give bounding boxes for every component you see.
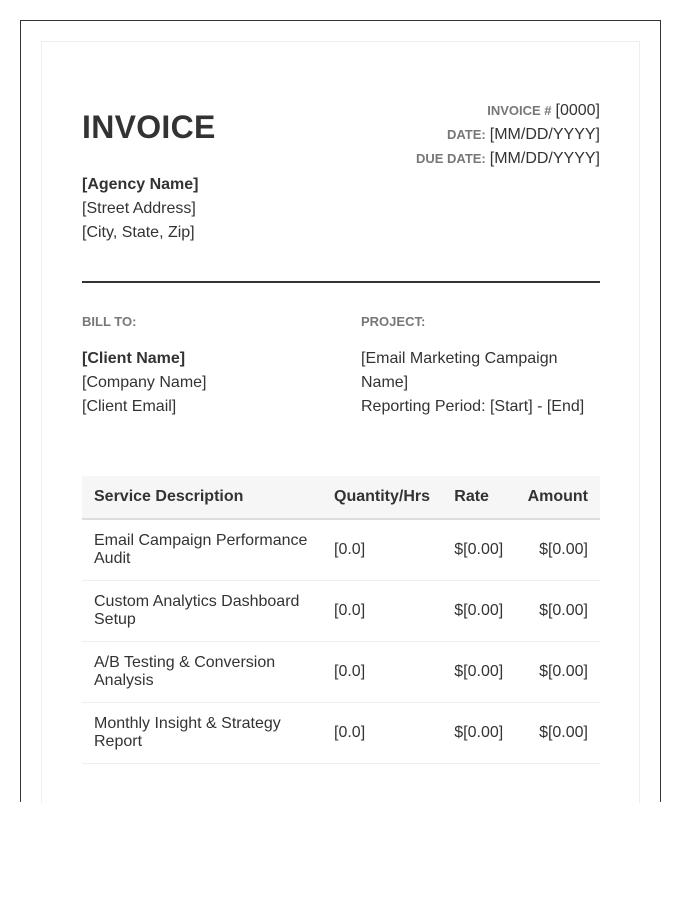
invoice-number-label: INVOICE # <box>487 103 552 118</box>
reporting-period: Reporting Period: [Start] - [End] <box>361 398 585 415</box>
row-description: A/B Testing & Conversion Analysis <box>82 642 322 703</box>
header-amount: Amount <box>515 476 600 519</box>
table-row <box>82 519 600 581</box>
row-description: Custom Analytics Dashboard Setup <box>82 581 322 642</box>
row-rate: $[0.00] <box>442 519 515 581</box>
invoice-date-value: [MM/DD/YYYY] <box>489 126 600 143</box>
row-description: Email Campaign Performance Audit <box>82 519 322 581</box>
row-amount: $[0.00] <box>515 519 600 581</box>
row-rate: $[0.00] <box>442 581 515 642</box>
row-quantity: [0.0] <box>322 519 442 581</box>
invoice-date-label: DATE: <box>447 127 486 142</box>
header-divider <box>82 281 600 283</box>
agency-address <box>82 173 198 245</box>
row-amount: $[0.00] <box>515 642 600 703</box>
project-name: [Email Marketing Campaign Name] <box>361 350 558 391</box>
invoice-due-date-row <box>416 147 600 171</box>
agency-street: [Street Address] <box>82 200 196 217</box>
table-row <box>82 703 600 764</box>
header-service-description: Service Description <box>82 476 322 519</box>
table-row <box>82 642 600 703</box>
invoice-number-value: [0000] <box>555 102 600 119</box>
project-details <box>361 347 600 419</box>
invoice-due-date-value: [MM/DD/YYYY] <box>489 150 600 167</box>
services-table <box>82 476 600 764</box>
client-email: [Client Email] <box>82 398 177 415</box>
agency-city: [City, State, Zip] <box>82 224 195 241</box>
row-quantity: [0.0] <box>322 581 442 642</box>
invoice-number-row <box>416 99 600 123</box>
client-name: [Client Name] <box>82 350 186 367</box>
company-name: [Company Name] <box>82 374 207 391</box>
bill-to-label: BILL TO: <box>82 314 137 329</box>
table-header-row <box>82 476 600 519</box>
invoice-title: INVOICE <box>82 109 216 145</box>
invoice-date-row <box>416 123 600 147</box>
project-label: PROJECT: <box>361 314 426 329</box>
bill-to-details <box>82 347 207 419</box>
header-quantity: Quantity/Hrs <box>322 476 442 519</box>
invoice-meta <box>416 99 600 171</box>
row-description: Monthly Insight & Strategy Report <box>82 703 322 764</box>
row-quantity: [0.0] <box>322 642 442 703</box>
row-rate: $[0.00] <box>442 642 515 703</box>
agency-name: [Agency Name] <box>82 176 199 193</box>
row-rate: $[0.00] <box>442 703 515 764</box>
invoice-due-date-label: DUE DATE: <box>415 151 486 166</box>
header-rate: Rate <box>442 476 515 519</box>
row-quantity: [0.0] <box>322 703 442 764</box>
table-row <box>82 581 600 642</box>
row-amount: $[0.00] <box>515 581 600 642</box>
row-amount: $[0.00] <box>515 703 600 764</box>
